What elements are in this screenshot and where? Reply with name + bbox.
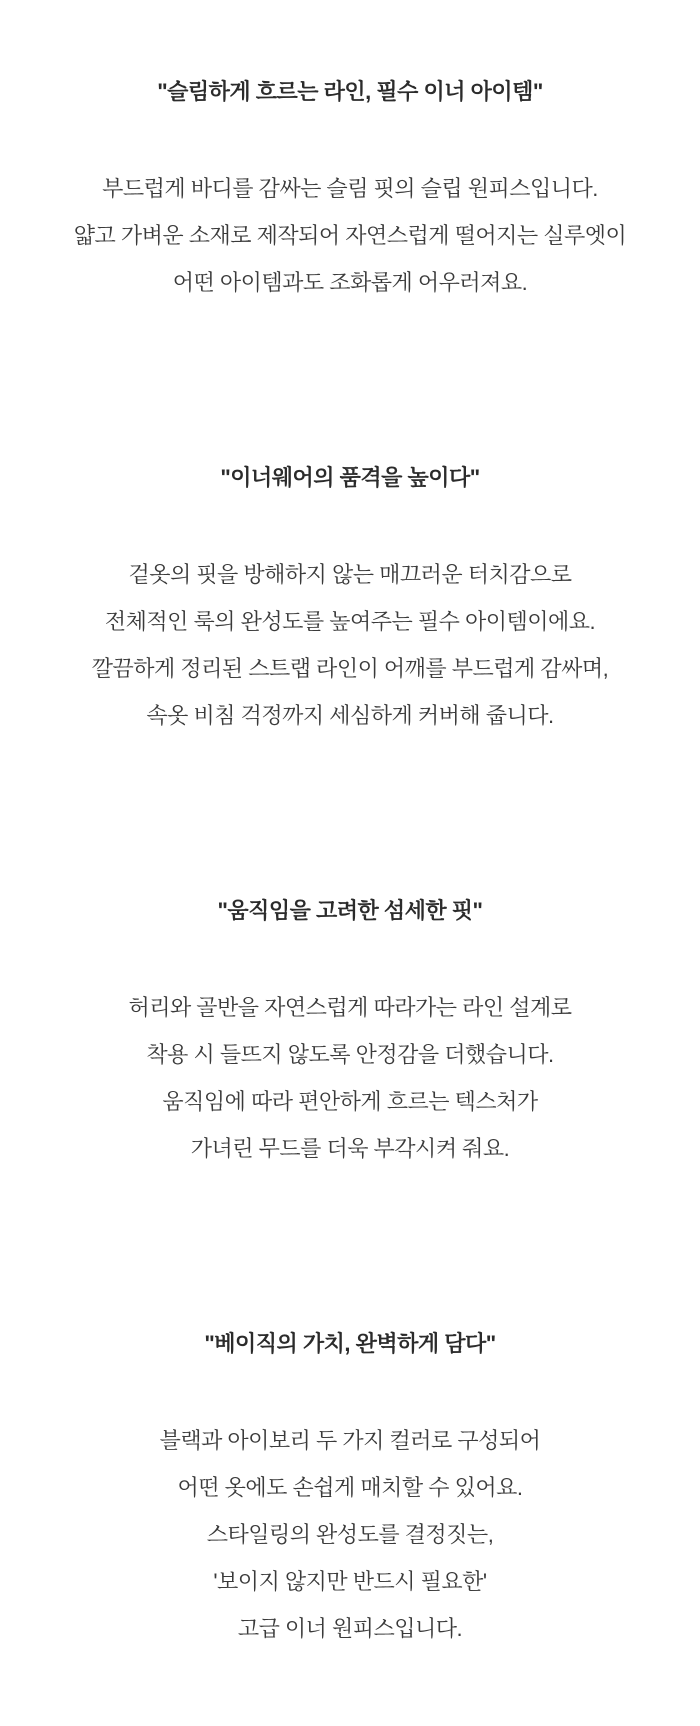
section-body xyxy=(25,165,675,306)
body-line: 속옷 비침 걱정까지 세심하게 커버해 줍니다. xyxy=(146,703,554,728)
body-line: 착용 시 들뜨지 않도록 안정감을 더했습니다. xyxy=(146,1042,554,1067)
section-heading: "움직임을 고려한 섬세한 핏" xyxy=(217,898,483,923)
body-line: 부드럽게 바디를 감싸는 슬림 핏의 슬립 원피스입니다. xyxy=(102,176,598,201)
body-line: 움직임에 따라 편안하게 흐르는 텍스처가 xyxy=(162,1089,538,1114)
description-section-3 xyxy=(25,896,675,1172)
body-line: 블랙과 아이보리 두 가지 컬러로 구성되어 xyxy=(159,1428,541,1453)
body-line: 고급 이너 원피스입니다. xyxy=(237,1616,463,1641)
body-line: 가녀린 무드를 더욱 부각시켜 줘요. xyxy=(190,1136,510,1161)
body-line: 겉옷의 핏을 방해하지 않는 매끄러운 터치감으로 xyxy=(128,562,572,587)
body-line: 어떤 아이템과도 조화롭게 어우러져요. xyxy=(172,270,528,295)
section-body xyxy=(25,551,675,739)
description-section-2 xyxy=(25,463,675,739)
description-section-1 xyxy=(25,77,675,306)
section-body xyxy=(25,1417,675,1652)
body-line: 어떤 옷에도 손쉽게 매치할 수 있어요. xyxy=(177,1475,523,1500)
body-line: 허리와 골반을 자연스럽게 따라가는 라인 설계로 xyxy=(128,995,572,1020)
section-heading: "베이직의 가치, 완벽하게 담다" xyxy=(204,1331,496,1356)
section-heading: "이너웨어의 품격을 높이다" xyxy=(220,465,480,490)
body-line: 전체적인 룩의 완성도를 높여주는 필수 아이템이에요. xyxy=(104,609,596,634)
description-section-4 xyxy=(25,1329,675,1652)
section-heading: "슬림하게 흐르는 라인, 필수 이너 아이템" xyxy=(157,79,543,104)
body-line: 스타일링의 완성도를 결정짓는, xyxy=(206,1522,494,1547)
body-line: 얇고 가벼운 소재로 제작되어 자연스럽게 떨어지는 실루엣이 xyxy=(73,223,627,248)
body-line: 깔끔하게 정리된 스트랩 라인이 어깨를 부드럽게 감싸며, xyxy=(91,656,609,681)
body-line: '보이지 않지만 반드시 필요한' xyxy=(213,1569,487,1594)
section-body xyxy=(25,984,675,1172)
